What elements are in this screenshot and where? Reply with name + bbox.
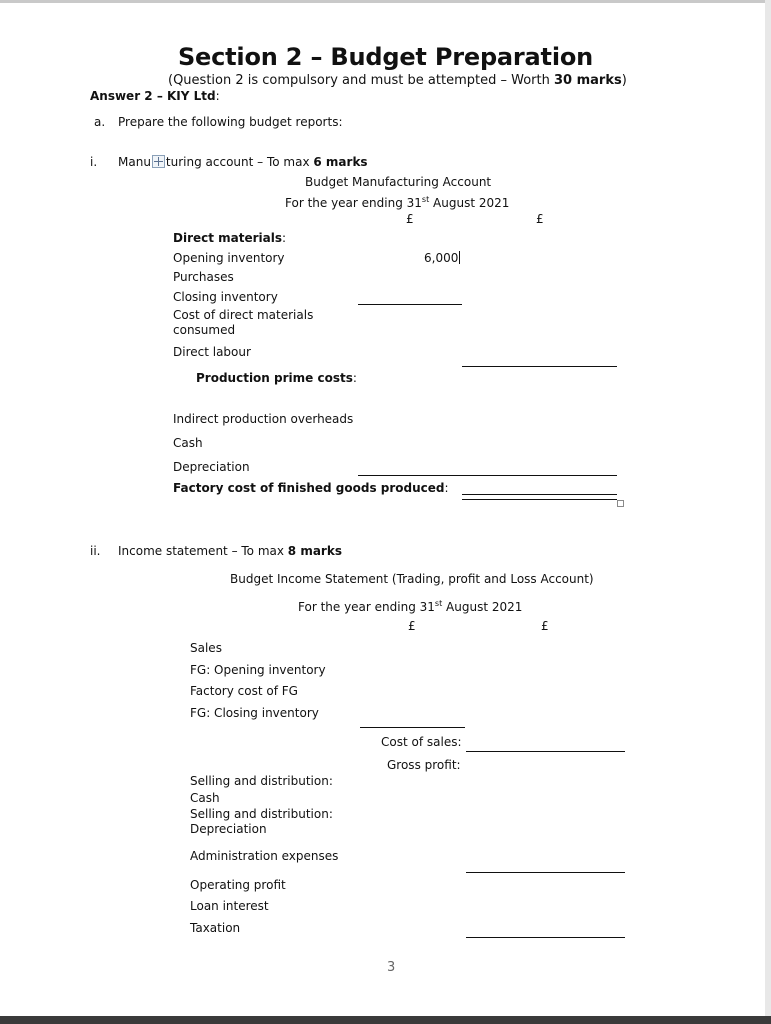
part-i-marker: i.	[90, 155, 98, 169]
selling-cash-label-line2: Cash	[190, 791, 220, 805]
loan-interest-label: Loan interest	[190, 899, 269, 913]
income-currency-col2: £	[541, 619, 549, 633]
subtotal-rule-materials	[358, 304, 462, 305]
gross-profit-label: Gross profit:	[387, 758, 461, 772]
prime-costs-label: Production prime costs:	[196, 371, 357, 385]
cash-label: Cash	[173, 436, 203, 450]
closing-inventory-label: Closing inventory	[173, 290, 278, 304]
vertical-scrollbar-track[interactable]	[765, 0, 771, 1024]
window-top-border	[0, 0, 771, 3]
direct-labour-label: Direct labour	[173, 345, 251, 359]
income-currency-col1: £	[408, 619, 416, 633]
direct-materials-label: Direct materials:	[173, 231, 287, 245]
manufacturing-period: For the year ending 31st August 2021	[285, 195, 510, 210]
income-heading: Income statement – To max 8 marks	[118, 544, 342, 558]
sales-label: Sales	[190, 641, 222, 655]
double-rule-factory-cost	[462, 494, 617, 500]
opening-inventory-value[interactable]: 6,000	[424, 251, 459, 265]
indirect-overheads-label: Indirect production overheads	[173, 412, 354, 426]
factory-cost-label: Factory cost of finished goods produced:	[173, 481, 449, 495]
cost-direct-materials-label-line1: Cost of direct materials	[173, 308, 314, 322]
admin-expenses-label: Administration expenses	[190, 849, 339, 863]
page-number: 3	[387, 960, 396, 975]
fg-opening-label: FG: Opening inventory	[190, 663, 326, 677]
operating-profit-label: Operating profit	[190, 878, 286, 892]
selling-dep-label-line1: Selling and distribution:	[190, 807, 333, 821]
income-period: For the year ending 31st August 2021	[298, 599, 523, 614]
table-move-handle-icon[interactable]	[152, 155, 165, 168]
answer-heading: Answer 2 – KIY Ltd:	[90, 89, 220, 103]
selling-dep-label-line2: Depreciation	[190, 822, 267, 836]
cost-of-sales-label: Cost of sales:	[381, 735, 462, 749]
manufacturing-currency-col1: £	[406, 212, 414, 226]
fg-closing-label: FG: Closing inventory	[190, 706, 319, 720]
part-a-marker: a.	[94, 115, 106, 129]
subtotal-rule-tax	[466, 937, 625, 938]
manufacturing-currency-col2: £	[536, 212, 544, 226]
purchases-label: Purchases	[173, 270, 234, 284]
section-subtitle: (Question 2 is compulsory and must be attempted – Worth 30 marks)	[168, 73, 627, 88]
cost-direct-materials-label-line2: consumed	[173, 323, 236, 337]
subtotal-rule-expenses	[466, 872, 625, 873]
selling-cash-label-line1: Selling and distribution:	[190, 774, 333, 788]
subtotal-rule-cost-of-sales	[466, 751, 625, 752]
manufacturing-account-title: Budget Manufacturing Account	[305, 175, 492, 189]
factory-cost-fg-label: Factory cost of FG	[190, 684, 298, 698]
part-a-text: Prepare the following budget reports:	[118, 115, 343, 129]
taxation-label: Taxation	[190, 921, 241, 935]
part-ii-marker: ii.	[90, 544, 101, 558]
table-resize-handle-icon[interactable]	[617, 500, 624, 507]
section-title: Section 2 – Budget Preparation	[177, 43, 594, 71]
income-statement-title: Budget Income Statement (Trading, profit and Loss Account)	[230, 572, 594, 586]
manufacturing-heading: Manu turing account – To max 6 marks	[118, 155, 368, 169]
depreciation-label: Depreciation	[173, 460, 250, 474]
subtotal-rule-fg	[360, 727, 465, 728]
text-cursor	[459, 251, 460, 264]
window-bottom-bar	[0, 1016, 771, 1024]
subtotal-rule-labour	[462, 366, 617, 367]
subtotal-rule-overheads	[358, 475, 617, 476]
opening-inventory-label: Opening inventory	[173, 251, 285, 265]
